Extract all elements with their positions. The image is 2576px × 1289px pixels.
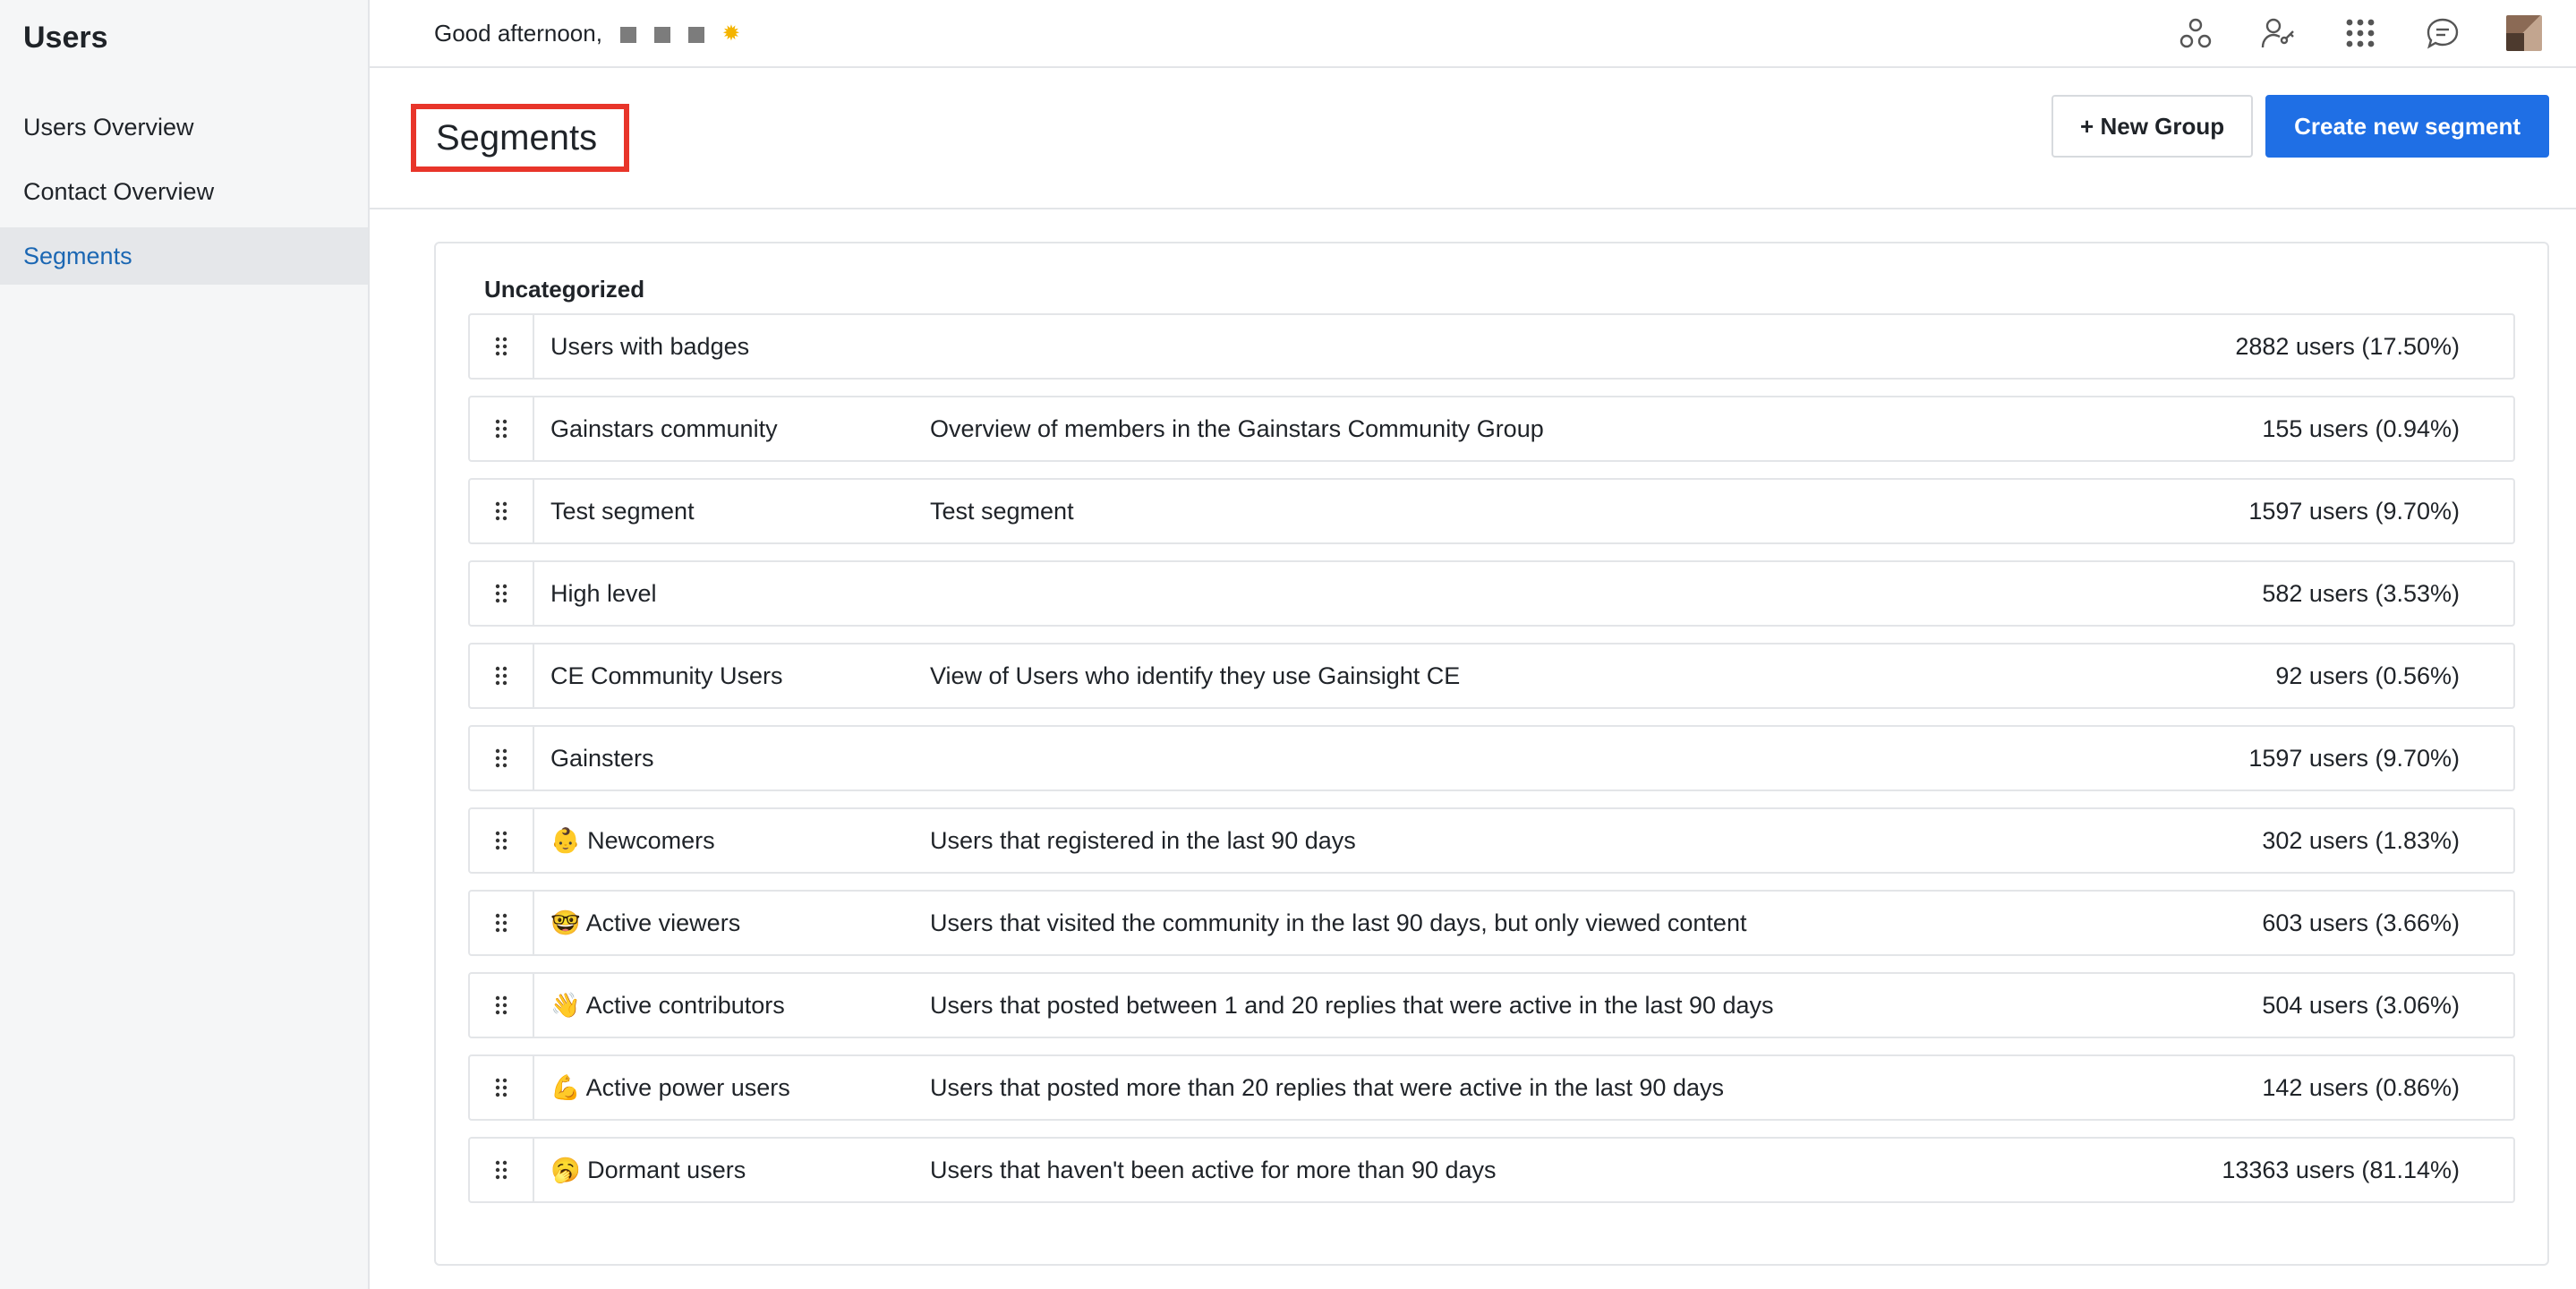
sidebar-item-contact-overview[interactable]: Contact Overview <box>23 178 215 205</box>
segment-name <box>534 826 930 855</box>
segment-emoji: 💪 <box>550 1074 581 1101</box>
segment-emoji: 🥱 <box>550 1157 581 1183</box>
segment-description: Users that posted more than 20 replies that were active in the last 90 days <box>930 1073 1724 1101</box>
drag-handle-icon[interactable] <box>470 315 534 378</box>
drag-handle-icon[interactable] <box>470 1056 534 1119</box>
chat-icon[interactable] <box>2424 14 2461 52</box>
segment-user-count: 142 users (0.86%) <box>2262 1073 2460 1101</box>
segment-emoji: 🤓 <box>550 909 581 936</box>
segment-description: Users that registered in the last 90 days <box>930 826 1356 854</box>
community-icon[interactable] <box>2177 14 2214 52</box>
segment-user-count: 13363 users (81.14%) <box>2222 1156 2460 1183</box>
drag-handle-icon[interactable] <box>470 809 534 872</box>
sidebar-item-users-overview[interactable]: Users Overview <box>23 114 194 141</box>
drag-handle-icon[interactable] <box>470 727 534 790</box>
segment-description: Test segment <box>930 497 1074 525</box>
segment-user-count: 1597 users (9.70%) <box>2248 497 2460 525</box>
segment-user-count: 92 users (0.56%) <box>2275 662 2460 689</box>
segment-name-text: Active viewers <box>585 909 741 936</box>
segment-name <box>534 745 930 773</box>
greeting-text: Good afternoon, <box>434 19 602 47</box>
segment-name-text: Active contributors <box>585 992 785 1019</box>
create-segment-button[interactable]: Create new segment <box>2265 95 2549 158</box>
segment-user-count: 155 users (0.94%) <box>2262 414 2460 442</box>
segment-name-text: Users with badges <box>550 332 750 360</box>
segment-row[interactable] <box>468 313 2515 380</box>
segment-name-text: Newcomers <box>587 827 715 854</box>
segment-description: Overview of members in the Gainstars Community Group <box>930 414 1544 442</box>
drag-handle-icon[interactable] <box>470 480 534 542</box>
sun-icon: ✹ <box>721 21 741 46</box>
segment-name-text: Gainsters <box>550 744 654 772</box>
segment-row[interactable] <box>468 643 2515 709</box>
drag-handle-icon[interactable] <box>470 644 534 707</box>
content <box>370 209 2576 1266</box>
sidebar <box>0 0 370 1289</box>
segment-row[interactable] <box>468 1054 2515 1121</box>
segment-name-text: Gainstars community <box>550 414 778 442</box>
segment-name-text: High level <box>550 579 657 607</box>
segment-row[interactable] <box>468 890 2515 956</box>
apps-grid-icon[interactable] <box>2341 14 2379 52</box>
sidebar-nav <box>0 98 368 285</box>
segment-name-text: Active power users <box>585 1074 790 1101</box>
user-key-icon[interactable] <box>2259 14 2297 52</box>
segment-user-count: 504 users (3.06%) <box>2262 991 2460 1019</box>
redacted-name <box>611 20 713 47</box>
segment-row[interactable] <box>468 1137 2515 1203</box>
page-title-highlight <box>411 104 629 172</box>
segment-name <box>534 1073 930 1102</box>
main-area <box>370 0 2576 1289</box>
segment-row[interactable] <box>468 560 2515 627</box>
segment-row[interactable] <box>468 725 2515 791</box>
segment-row[interactable] <box>468 807 2515 874</box>
segment-emoji: 👶 <box>550 827 581 854</box>
segment-row[interactable] <box>468 972 2515 1038</box>
segment-row[interactable] <box>468 396 2515 462</box>
segment-name <box>534 498 930 525</box>
page-title: Segments <box>436 117 598 158</box>
new-group-button[interactable]: + New Group <box>2051 95 2253 158</box>
segment-user-count: 302 users (1.83%) <box>2262 826 2460 854</box>
drag-handle-icon[interactable] <box>470 562 534 625</box>
drag-handle-icon[interactable] <box>470 1139 534 1201</box>
segment-description: View of Users who identify they use Gainsight CE <box>930 662 1461 689</box>
segment-name <box>534 333 930 361</box>
sidebar-item-segments[interactable]: Segments <box>0 227 368 285</box>
header-actions <box>2051 95 2549 158</box>
sidebar-title: Users <box>23 21 108 55</box>
segment-emoji: 👋 <box>550 992 581 1019</box>
drag-handle-icon[interactable] <box>470 397 534 460</box>
segment-list <box>468 313 2515 1203</box>
page-header <box>370 68 2576 209</box>
segment-name-text: CE Community Users <box>550 662 783 689</box>
segment-description: Users that visited the community in the last 90 days, but only viewed content <box>930 909 1747 936</box>
segment-user-count: 603 users (3.66%) <box>2262 909 2460 936</box>
drag-handle-icon[interactable] <box>470 892 534 954</box>
segment-name <box>534 991 930 1020</box>
segment-user-count: 1597 users (9.70%) <box>2248 744 2460 772</box>
segment-row[interactable] <box>468 478 2515 544</box>
segment-user-count: 2882 users (17.50%) <box>2235 332 2460 360</box>
segment-name <box>534 909 930 937</box>
segment-user-count: 582 users (3.53%) <box>2262 579 2460 607</box>
segment-name-text: Test segment <box>550 497 695 525</box>
segment-description: Users that posted between 1 and 20 replies that were active in the last 90 days <box>930 991 1774 1019</box>
top-icons <box>2177 14 2542 52</box>
greeting <box>434 20 740 47</box>
group-title: Uncategorized <box>484 276 645 303</box>
segment-group-card <box>434 242 2549 1266</box>
segment-name <box>534 580 930 608</box>
segment-description: Users that haven't been active for more than 90 days <box>930 1156 1497 1183</box>
segment-name-text: Dormant users <box>587 1157 746 1183</box>
segment-name <box>534 1156 930 1184</box>
drag-handle-icon[interactable] <box>470 974 534 1037</box>
avatar[interactable] <box>2506 15 2542 51</box>
segment-name <box>534 662 930 690</box>
segment-name <box>534 415 930 443</box>
top-bar <box>370 0 2576 68</box>
